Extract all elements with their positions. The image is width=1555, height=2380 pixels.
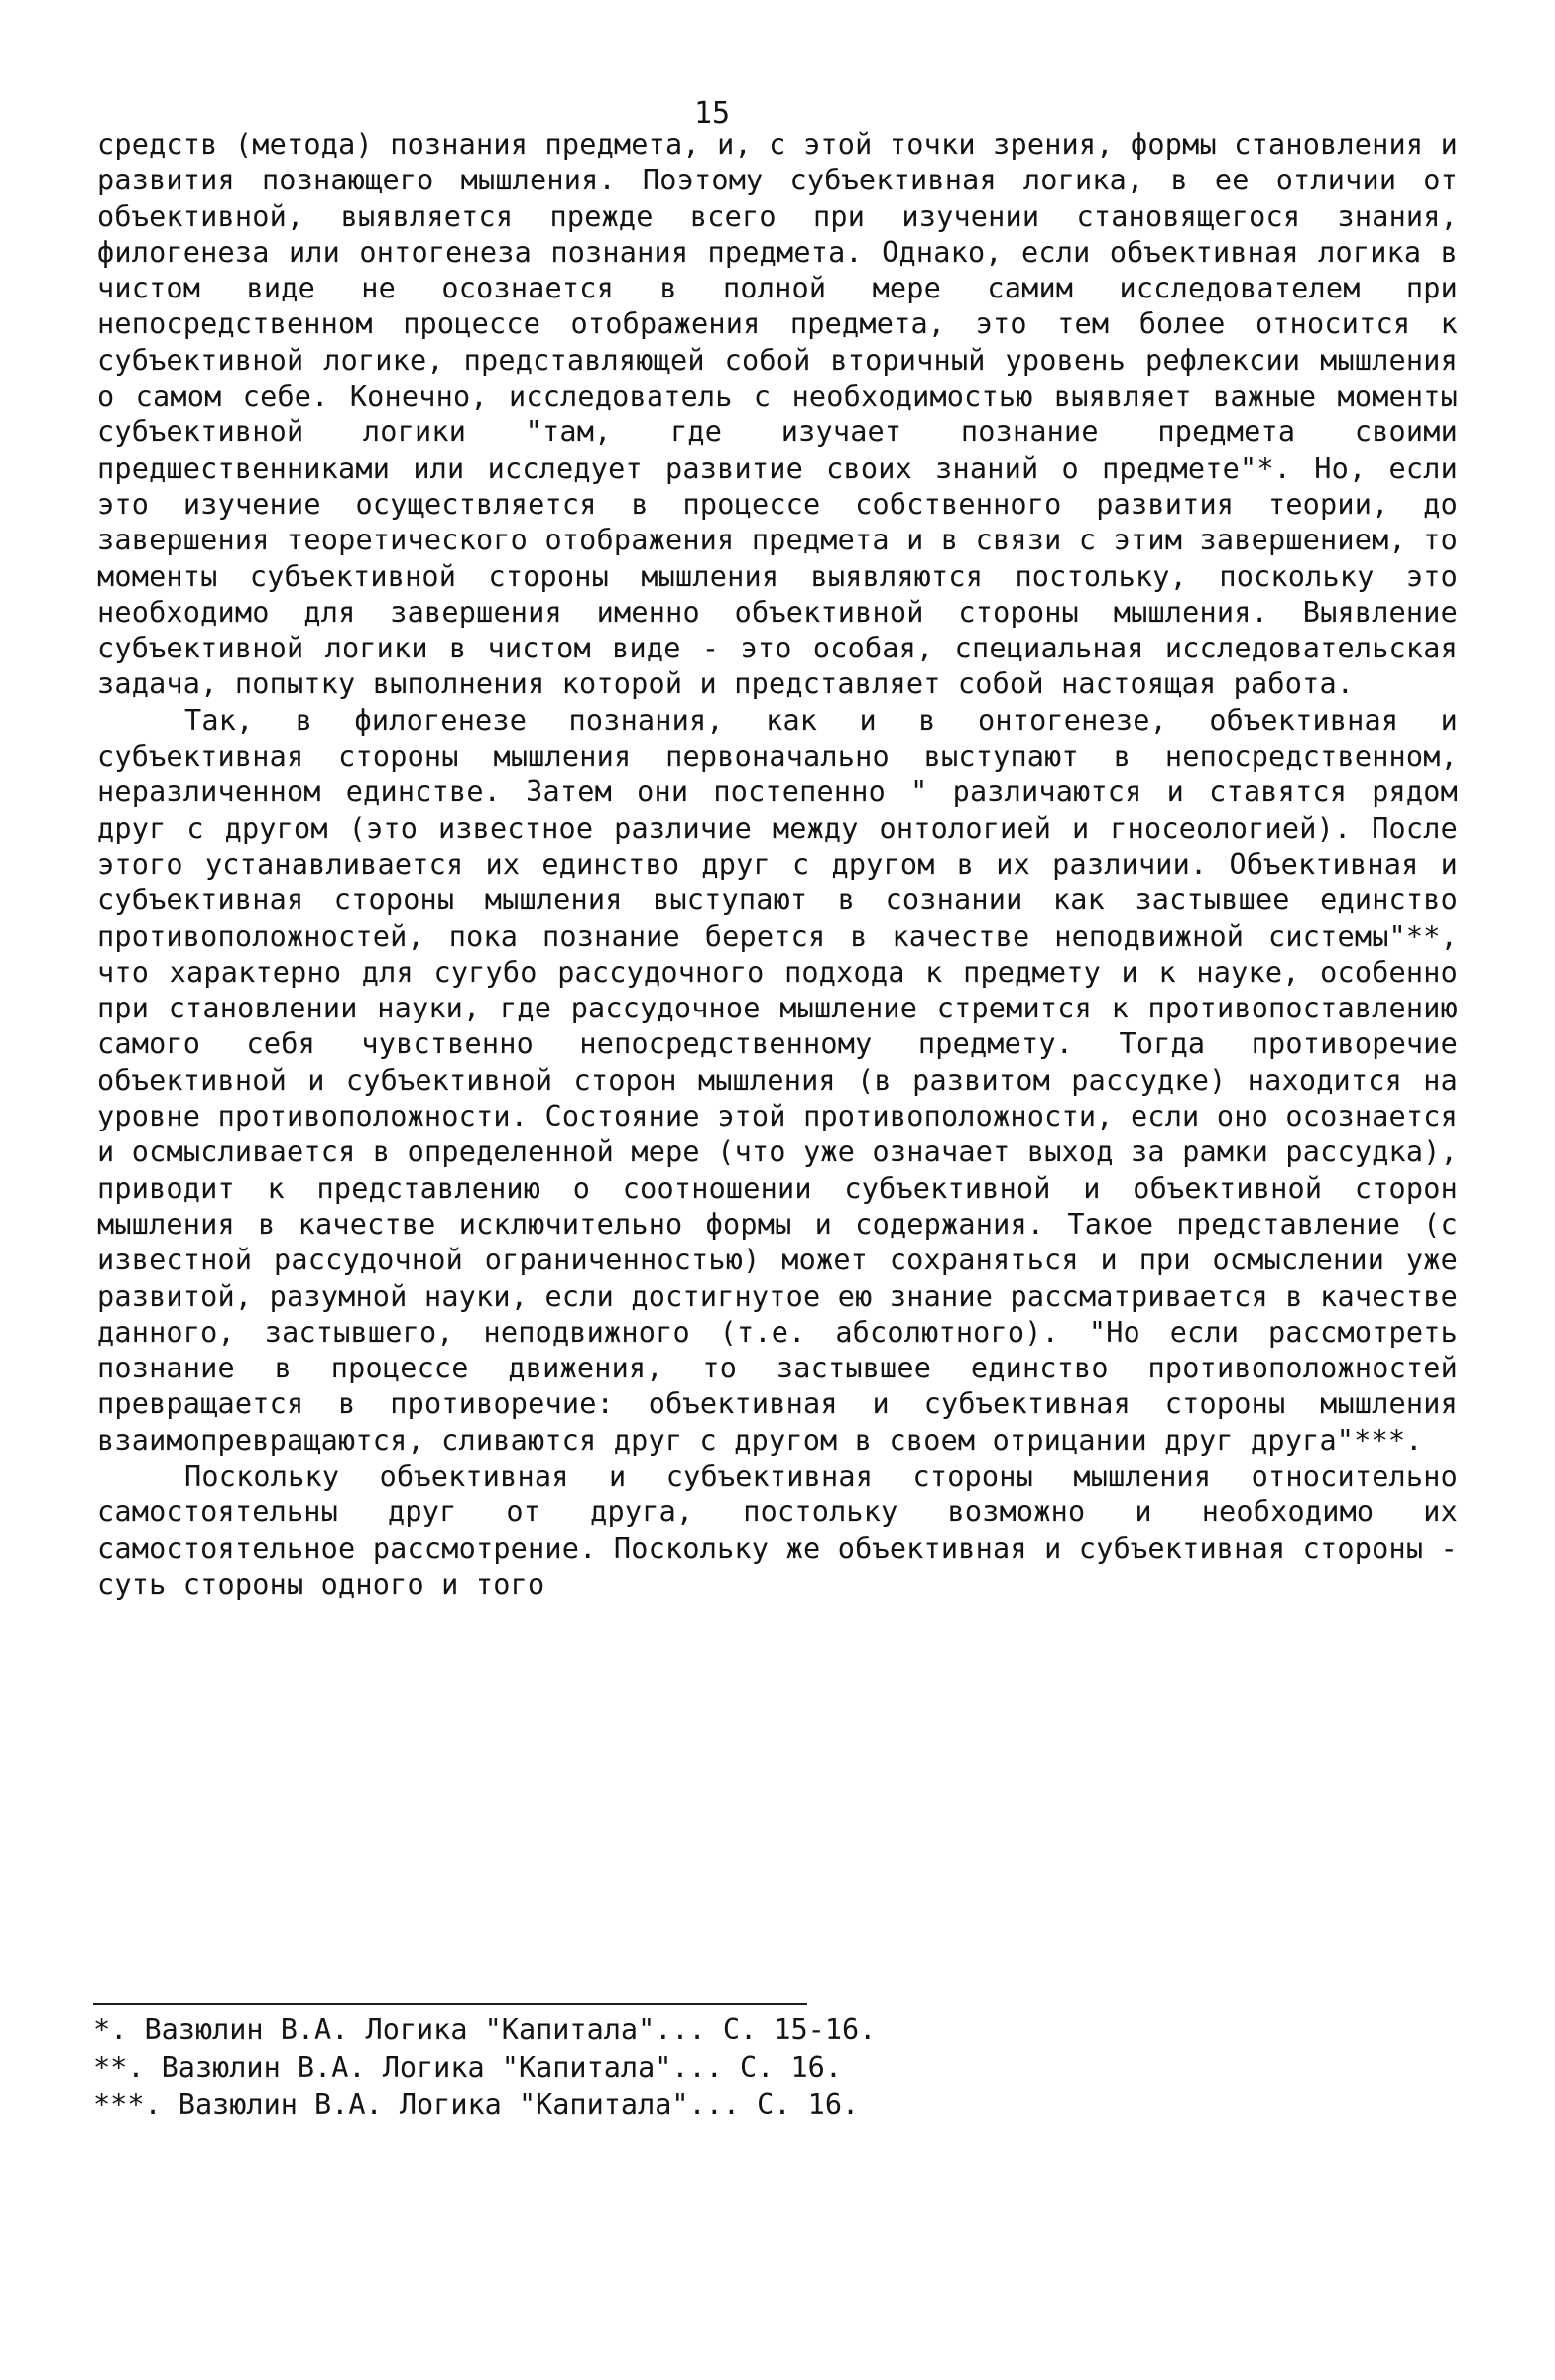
paragraph: средств (метода) познания предмета, и, с этой точки зрения, формы становления и развития познающего мышления. Поэтому субъективная логика, в ее отличии от объективной, выявляется прежде всего при изучении становящегося знания, филогенеза или онтогенеза познания предмета. Однако, если объективная логика в чистом виде не осознается в полной мере самим исследователем при непосредственном процессе отображения предмета, это тем более относится к субъективной логике, представляющей собой вторичный уровень рефлексии мышления о самом себе. Конечно, исследователь с необходимостью выявляет важные моменты субъективной логики "там, где изучает познание предмета своими предшественниками или исследует развитие своих знаний о предмете"*. Но, если это изучение осуществляется в процессе собственного развития теории, до завершения теоретического отображения предмета и в связи с этим завершением, то моменты субъективной стороны мышления выявляются постольку, поскольку это необходимо для завершения именно объективной стороны мышления. Выявление субъективной логики в чистом виде - это особая, специальная исследовательская задача, попытку выполнения которой и представляет собой настоящая работа. <box>97 128 1458 701</box>
footnotes <box>93 2011 1454 2124</box>
footnote: **. Вазюлин В.А. Логика "Капитала"... С. 16. <box>93 2051 842 2083</box>
footnote: *. Вазюлин В.А. Логика "Капитала"... С. 15-16. <box>93 2013 877 2046</box>
paragraph: Поскольку объективная и субъективная стороны мышления относительно самостоятельны друг от друга, постольку возможно и необходимо их самостоятельное рассмотрение. Поскольку же объективная и субъективная стороны - суть стороны одного и того <box>97 1459 1458 1601</box>
page-number: 15 <box>694 96 731 131</box>
body-text <box>97 127 1458 1603</box>
footnote: ***. Вазюлин В.А. Логика "Капитала"... С. 16. <box>93 2088 860 2121</box>
footnote-separator <box>93 2003 807 2005</box>
paragraph: Так, в филогенезе познания, как и в онтогенезе, объективная и субъективная стороны мышления первоначально выступают в непосредственном, неразличенном единстве. Затем они постепенно " различаются и ставятся рядом друг с другом (это известное различие между онтологией и гносеологией). После этого устанавливается их единство друг с другом в их различии. Объективная и субъективная стороны мышления выступают в сознании как застывшее единство противоположностей, пока познание берется в качестве неподвижной системы"**, что характерно для сугубо рассудочного подхода к предмету и к науке, особенно при становлении науки, где рассудочное мышление стремится к противопоставлению самого себя чувственно непосредственному предмету. Тогда противоречие объективной и субъективной сторон мышления (в развитом рассудке) находится на уровне противоположности. Состояние этой противоположности, если оно осознается и осмысливается в определенной мере (что уже означает выход за рамки рассудка), приводит к представлению о соотношении субъективной и объективной сторон мышления в качестве исключительно формы и содержания. Такое представление (с известной рассудочной ограниченностью) может сохраняться и при осмыслении уже развитой, разумной науки, если достигнутое ею знание рассматривается в качестве данного, застывшего, неподвижного (т.е. абсолютного). "Но если рассмотреть познание в процессе движения, то застывшее единство противоположностей превращается в противоречие: объективная и субъективная стороны мышления взаимопревращаются, сливаются друг с другом в своем отрицании друг друга"***. <box>97 703 1458 1457</box>
